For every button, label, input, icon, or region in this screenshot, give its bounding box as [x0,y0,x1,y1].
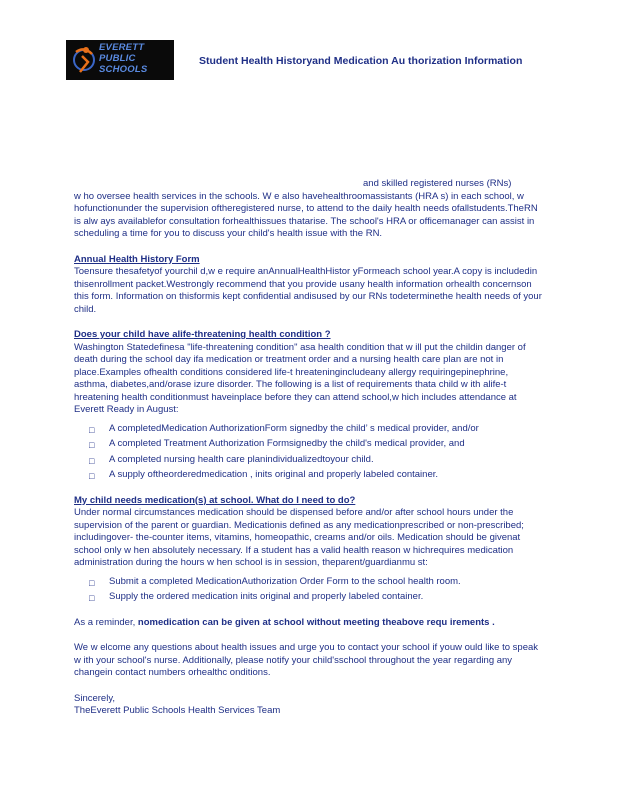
page-title: Student Health Historyand Medication Au thorization Information [199,55,523,67]
logo-emblem-icon [70,44,98,76]
bullet-box-icon: □ [89,577,95,588]
list-item: □ A completedMedication AuthorizationForm signedby the child’ s medical provider, and/or [89,422,479,435]
intro-first-line: and skilled registered nurses (RNs) [363,178,512,189]
list-item: □ A completed nursing health care planindividualizedtoyour child. [89,453,374,466]
reminder-line: As a reminder, nomedication can be given at school without meeting theabove requ irements . [74,616,495,628]
list-item: □ A supply oftheorderedmedication , inits original and properly labeled container. [89,469,439,481]
bullet-box-icon: □ [89,440,95,450]
life-threatening-requirements-list [74,423,544,482]
intro-paragraph: w ho oversee health services in the schools. W e also havehealthroomassistants (HRA s) in each school, w hofunctionunder the supervision oftheregistered nurse, to attend to the daily health needs ofallstudents.TheRN is alw ays availablefor consultation forhealthissues thatarise. The school's HRA or officemanager can assist in scheduling a time for you to discuss your child's health issue with the RN. [74,190,538,239]
medication-steps-list [74,576,544,604]
annual-heading: Annual Health History Form [74,253,200,265]
everett-public-schools-logo [66,40,174,80]
team-name: TheEverett Public Schools Health Services Team [74,705,281,716]
bullet-box-icon: □ [89,455,95,466]
document-body [74,178,544,718]
medication-section [74,495,544,604]
bullet-box-icon: □ [89,471,95,481]
signature-block [74,693,544,718]
logo-line-1: EVERETT [99,42,145,53]
logo-line-2: PUBLIC [99,53,136,64]
sincerely-text: Sincerely, [74,692,116,704]
life-threatening-section [74,329,544,482]
list-item: □ Supply the ordered medication inits original and properly labeled container. [89,591,424,603]
logo-line-3: SCHOOLS [99,64,148,75]
closing-paragraph: We w elcome any questions about health issues and urge you to contact your school if youw ould like to speak w ith your school's nurse. Additionally, please notify your child'sschool throughout the year regarding any changein contact numbers orhealthc onditions. [74,642,539,678]
medication-paragraph: Under normal circumstances medication should be dispensed before and/or after school hours under the supervision of the parent or guardian. Medicationis defined as any medicationprescribed or non-prescribed; includingover- the-counter items, vitamins, homeopathic, creams and/or oils. Medication should be givenat school only w hen absolutely necessary. If a student has a valid health reason w hichrequires medication administration during the hours w hen school is in session, theparent/guardianmu st: [74,507,524,568]
bullet-box-icon: □ [89,593,95,603]
annual-paragraph: Toensure thesafetyof yourchil d,w e require anAnnualHealthHistor yFormeach school year.A copy is includedin thisenrollment packet.Westrongly recommend that you provide usany health information orhealth concernson this form. Information on thisformis kept confidential andisused by our RNs todeterminethe health needs of your child. [74,266,542,315]
life-threatening-heading: Does your child have alife-threatening health condition ? [74,329,331,340]
life-threatening-paragraph: Washington Statedefinesa "life-threatening condition" asa health condition that w ill put the childin danger of death during the school day ifa medication or treatment order and a nursing health care plan are not in place.Examples ofhealth conditions considered life-t hreateningincludeany allergy requiringepinephrine, asthma, diabetes,and/orase izure disorder. The following is a list of requirements thata child w ith alife-t hreatening health conditionmust haveinplace before they can attend school,w hich includes attendance at Everett Ready in August: [74,341,526,415]
list-item: □ Submit a completed MedicationAuthorization Order Form to the school health room. [89,575,461,588]
annual-section [74,254,544,317]
bullet-box-icon: □ [89,424,95,435]
list-item: □ A completed Treatment Authorization Formsignedby the child's medical provider, and [89,438,465,450]
medication-heading: My child needs medication(s) at school. What do I need to do? [74,494,356,506]
